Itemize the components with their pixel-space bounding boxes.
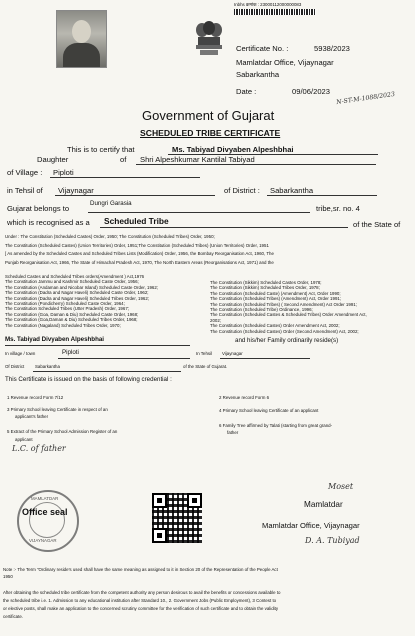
order-right-item: The Constitution (Scheduled Caste) (Amendment) Act, Order 1990; xyxy=(210,290,341,296)
certificate-no-value: 5938/2023 xyxy=(314,44,350,53)
district-value: Sabarkantha xyxy=(270,186,314,195)
photo-face xyxy=(72,20,91,43)
signature-name: D. A. Tubiyad xyxy=(305,536,360,545)
order-right-item: The Constitution (Sikkim) Scheduled Castes Order, 1978; xyxy=(210,280,322,285)
tehsil-label: in Tehsil of xyxy=(7,186,43,195)
handwritten-ref: N-ST-M-1088/2023 xyxy=(335,90,396,107)
recognised-as: Scheduled Tribe xyxy=(104,216,169,226)
order-right-item: The Constitution (Scheduled Tribes) ( Second Amendment) Act Order 1991; xyxy=(210,301,357,307)
note-line: or elective posts, shall make an application to the concerned scrutiny committee for the verification of such certificate and to obtain the validity xyxy=(3,606,279,611)
photo-body xyxy=(63,43,100,67)
order-right-item: The Constitution (Scheduled Tribes) (Amendment) Act, Order 1991; xyxy=(210,296,342,302)
district-label: of District : xyxy=(224,186,260,195)
certificate-no-label: Certificate No. : xyxy=(236,44,289,53)
office-seal-label: Office seal xyxy=(22,507,68,517)
tribe-name: Dungri Garasia xyxy=(90,200,132,207)
note-line: 1950 xyxy=(3,574,13,579)
order-right-item: The Constitution (Scheduled Tribe) Ordinance, 1996; xyxy=(210,307,313,313)
barcode-text: Inbhs क्रमांक : 23000112000000083 xyxy=(234,2,302,7)
note-line: After obtaining the scheduled tribe certificate from the competent authority any person desirous to avail the benefits or concessions available to xyxy=(3,590,281,595)
order-right-item: 2002; xyxy=(210,317,221,323)
residence-village: Piploti xyxy=(62,349,79,356)
stamp-text-bottom: VIJAYNAGAR xyxy=(29,538,57,543)
order-right-item: The Constitution (Scheduled Castes) Order (Second Amendment) Act, 2002; xyxy=(210,328,359,334)
credential-item: applicant's father xyxy=(15,414,49,419)
note-line: certificate. xyxy=(3,614,24,619)
residence-family-text: and his/her Family ordinarily reside(s) xyxy=(235,337,339,344)
order-left-item: The Constitution (Nagaland) Scheduled Tribes Order, 1970; xyxy=(5,322,121,328)
village-label: of Village : xyxy=(7,168,43,177)
recognised-prefix: which is recognised as a xyxy=(7,218,90,227)
stamp-text-top: MAMLATDAR xyxy=(31,496,59,501)
person-name: Ms. Tabiyad Divyaben Alpeshbhai xyxy=(172,145,294,154)
applicant-photo xyxy=(56,10,107,68)
residence-tehsil-label: In Tehsil xyxy=(196,351,213,356)
order-left-item: The Constitution (Goa,Daman & Diu) Scheduled Tribes Order, 1968; xyxy=(5,317,138,323)
residence-tehsil: Vijaynagar xyxy=(222,351,243,356)
credential-item: 4 Primary School leaving Certificate of an applicant xyxy=(219,408,319,413)
order-left-item: Scheduled Castes and Scheduled Tribes orders(Amendment ) Act,1976 xyxy=(5,274,145,279)
note-line: Note :- The Term "Ordinary reside's used shall have the same meaning as assigned to it in Section 20 of the Representation of the People Act xyxy=(3,567,278,572)
under-line-4: Punjab Reorganisation Act, 1966, The State of Himachal Pradesh Act, 1970, The North Eastern Areas (Reorganisations Act, 1971) and the xyxy=(5,260,274,265)
credential-item: 1 Revenue record Form 7/12 xyxy=(7,395,64,400)
credential-item: father xyxy=(227,430,239,435)
qr-code xyxy=(152,493,202,543)
government-title: Government of Gujarat xyxy=(142,108,275,123)
note-line: the scheduled tribe i.e. 1. Admission to any educational institution after Standard 10., 2. Government Jobs (Public Employment), 3 Contest to xyxy=(3,598,277,603)
order-left-item: The Constitution (Andaman and Nicobar Island) Scheduled Caste Order, 1962; xyxy=(5,284,159,290)
parent-name: Shri Alpeshkumar Kantilal Tabiyad xyxy=(140,155,255,164)
credential-item: 5 Extract of the Primary School Admission Register of an xyxy=(7,429,118,434)
credential-item: 2 Revenue record Form 6 xyxy=(219,395,270,400)
ashoka-emblem-icon xyxy=(193,20,225,60)
credential-text: This Certificate is issued on the basis of following credential : xyxy=(5,376,172,383)
office-line1: Mamlatdar Office, Vijaynagar xyxy=(236,58,334,67)
handwritten-note: L.C. of father xyxy=(12,444,66,453)
signature-office: Mamlatdar Office, Vijaynagar xyxy=(262,521,360,530)
residence-village-label: In village / town xyxy=(5,351,36,356)
barcode xyxy=(234,9,316,15)
residence-district: Sabarkantha xyxy=(35,364,60,369)
credential-item: 6 Family Tree affirmed by Talati (starting from great grand- xyxy=(219,423,333,428)
certificate-title: SCHEDULED TRIBE CERTIFICATE xyxy=(140,128,281,138)
credential-item: 3 Primary School leaving Certificate in respect of an xyxy=(7,407,108,412)
orders-right xyxy=(210,280,367,334)
order-left-item: The Constitution (Dadra and Nagar Haveli) Scheduled Caste Order, 1962; xyxy=(5,290,149,296)
residence-person-name: Ms. Tabiyad Divyaben Alpeshbhai xyxy=(5,336,105,343)
date-value: 09/06/2023 xyxy=(292,87,331,96)
under-line-1: Under : The Constitution (Scheduled Castes) Order, 1950; The Constitution (Scheduled Tribes) Order, 1950; xyxy=(5,234,215,239)
signature-mark: Moset xyxy=(328,482,354,491)
order-right-item: The Constitution (Scheduled Castes & Scheduled Tribes) Order Amendment Act, xyxy=(210,312,367,318)
order-left-item: The Constitution Jammu and Kashmir Scheduled Caste Order, 1956; xyxy=(5,279,139,285)
signature-title: Mamlatdar xyxy=(304,500,343,509)
certify-prefix: This is to certify that xyxy=(67,145,135,154)
credential-item: applicant xyxy=(15,437,33,442)
village-value: Piploti xyxy=(53,168,74,177)
tehsil-value: Vijaynagar xyxy=(58,186,94,195)
recognised-suffix: of the State of xyxy=(353,220,401,229)
relation: Daughter xyxy=(37,155,69,164)
state-prefix: Gujarat belongs to xyxy=(7,204,70,213)
under-line-3: [ As amended by the Scheduled Castes and Scheduled Tribes Lists (Modification) Order, 1956, the Bombay Reorganisation Act, 1960, The xyxy=(5,251,274,256)
order-left-item: The Constitution (Pondicherry) Scheduled Caste Order, 1964; xyxy=(5,301,125,307)
order-left-item: The Constitution (Dadra and Nagar Haveli) Scheduled Tribes Order, 1962; xyxy=(5,295,149,301)
residence-district-label: Of District xyxy=(5,364,25,369)
order-left-item: The Constitution Scheduled Tribes (Utter Pradesh) Order, 1967; xyxy=(5,306,129,312)
of-word: of xyxy=(120,155,127,164)
tribe-suffix: tribe,sr. no. 4 xyxy=(316,204,360,213)
mamlatdar-stamp xyxy=(17,490,79,552)
under-line-2: The Constitution (Scheduled Castes) (Union Territories) Order, 1951;The Constitution (Scheduled Tribes) (Union Territories) Order, 1951 xyxy=(5,243,269,248)
order-right-item: The Constitution (Sikkim) Scheduled Tribes Order, 1978; xyxy=(210,285,320,291)
date-label: Date : xyxy=(236,87,257,96)
office-line2: Sabarkantha xyxy=(236,70,280,79)
order-left-item: The Constitution (Goa, Daman & Diu) Scheduled Caste Order, 1968; xyxy=(5,311,139,317)
orders-left xyxy=(5,274,158,328)
order-right-item: The Constitution (Scheduled Castes) Order Amendment Act, 2002; xyxy=(210,323,340,329)
residence-state: of the State of Gujarat. xyxy=(183,364,228,369)
